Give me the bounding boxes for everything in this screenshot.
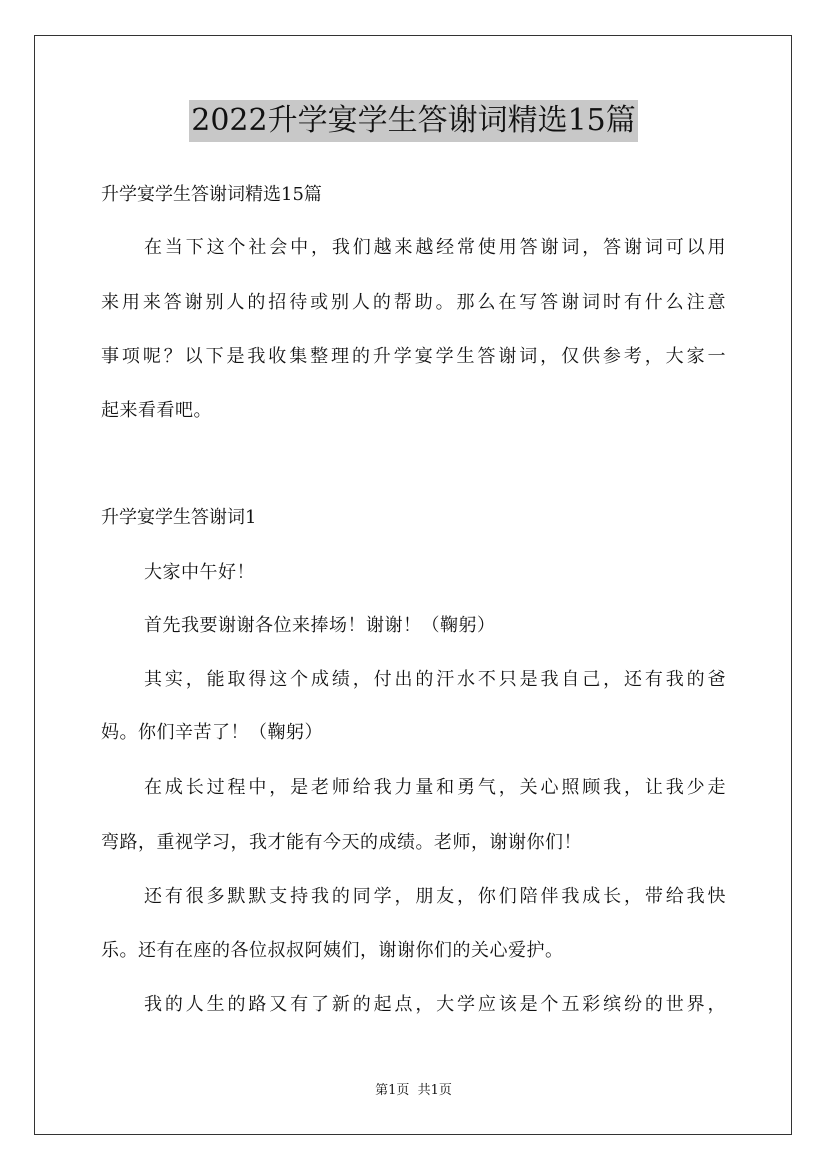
page-footer: 第1页 共1页 bbox=[375, 1083, 452, 1098]
body-line: 我的人生的路又有了新的起点，大学应该是个五彩缤纷的世界， bbox=[144, 994, 726, 1015]
body-line: 还有很多默默支持我的同学，朋友，你们陪伴我成长，带给我快 bbox=[144, 886, 726, 907]
title-container bbox=[0, 100, 827, 142]
document-subtitle: 升学宴学生答谢词精选15篇 bbox=[101, 184, 322, 205]
intro-line: 起来看看吧。 bbox=[101, 400, 212, 421]
body-line: 大家中午好！ bbox=[144, 562, 255, 583]
intro-line: 事项呢？以下是我收集整理的升学宴学生答谢词，仅供参考，大家一 bbox=[101, 346, 726, 367]
intro-line: 来用来答谢别人的招待或别人的帮助。那么在写答谢词时有什么注意 bbox=[101, 292, 726, 313]
body-line: 在成长过程中，是老师给我力量和勇气，关心照顾我，让我少走 bbox=[144, 777, 726, 798]
document-title: 2022升学宴学生答谢词精选15篇 bbox=[189, 100, 638, 142]
body-line: 乐。还有在座的各位叔叔阿姨们，谢谢你们的关心爱护。 bbox=[101, 940, 564, 961]
body-line: 首先我要谢谢各位来捧场！谢谢！（鞠躬） bbox=[144, 615, 496, 636]
section-heading: 升学宴学生答谢词1 bbox=[101, 507, 257, 528]
body-line: 其实，能取得这个成绩，付出的汗水不只是我自己，还有我的爸 bbox=[144, 669, 726, 690]
intro-line: 在当下这个社会中，我们越来越经常使用答谢词，答谢词可以用 bbox=[144, 237, 726, 258]
body-line: 弯路，重视学习，我才能有今天的成绩。老师，谢谢你们！ bbox=[101, 832, 582, 853]
body-line: 妈。你们辛苦了！（鞠躬） bbox=[101, 722, 323, 743]
